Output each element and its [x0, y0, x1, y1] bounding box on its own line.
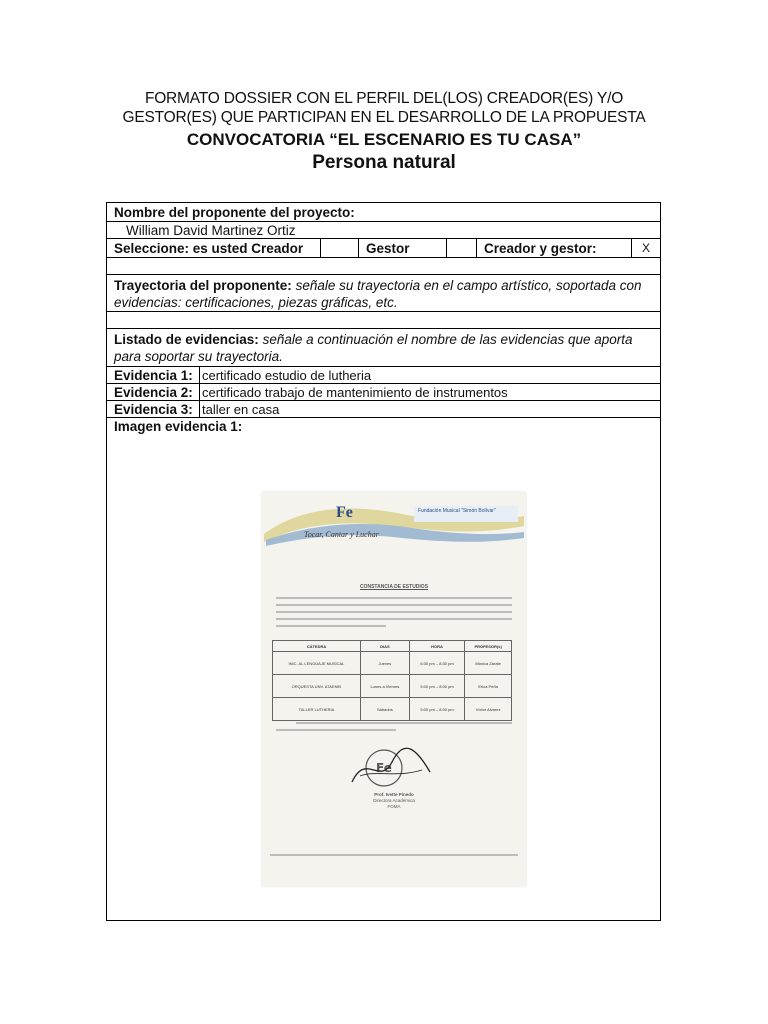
evidence-row [107, 367, 660, 384]
both-mark: X [641, 241, 650, 255]
foundation-name-right: Fundación Musical "Simón Bolívar" [418, 508, 496, 514]
document-subtitle: Persona natural [312, 152, 456, 173]
evidence-value[interactable]: certificado trabajo de mantenimiento de instrumentos [199, 384, 660, 400]
table-cell: 6:30 pm – 8:30 pm [409, 652, 464, 675]
both-label-cell [476, 239, 631, 257]
table-row [273, 652, 512, 675]
both-checkbox[interactable] [631, 239, 660, 257]
table-cell: 5:00 pm – 8:00 pm [409, 698, 464, 721]
table-cell: ORQUESTA UNV. ATAENEI [273, 675, 361, 698]
evidence-label: Evidencia 3: [114, 402, 193, 417]
role-selection-row [107, 239, 660, 258]
table-header-cell: PROFESOR(s) [465, 641, 512, 652]
evidence-value[interactable]: certificado estudio de lutheria [199, 367, 660, 383]
table-cell: Lunes a Viernes [360, 675, 409, 698]
header-line-1: FORMATO DOSSIER CON EL PERFIL DEL(LOS) CREADOR(ES) Y/O [144, 90, 624, 107]
spacer-row-1 [107, 258, 660, 275]
evidence-list-hint: señale a continuación el nombre de las evidencias que aporta para soportar su trayectoria. [114, 332, 633, 364]
table-row [273, 698, 512, 721]
table-header-cell: HORA [409, 641, 464, 652]
both-label: Creador y gestor: [484, 241, 597, 256]
proponent-label-row [107, 203, 660, 222]
evidence-label: Evidencia 1: [114, 368, 193, 383]
slogan: Tocar, Cantar y Luchar [304, 530, 379, 539]
signature-stamp [346, 742, 436, 792]
certificate-closing-text [276, 720, 512, 736]
table-cell: Mónica Zárate [465, 652, 512, 675]
foundation-logo: Fe [336, 504, 353, 521]
role-label: Seleccione: es usted Creador [114, 241, 304, 256]
certificate-body-text [276, 596, 512, 634]
signer-org: FOMA [387, 804, 401, 809]
signer-name: Prof. Ivette Pinedo [374, 792, 414, 797]
image-evidence-label: Imagen evidencia 1: [114, 419, 243, 434]
certificate-footer [270, 852, 518, 858]
evidence-value[interactable]: taller en casa [199, 401, 660, 417]
evidence-list-row [107, 329, 660, 367]
table-row [273, 675, 512, 698]
proponent-name-row [107, 222, 660, 239]
certificate-schedule-table [272, 640, 512, 721]
trajectory-row [107, 275, 660, 312]
trajectory-hint: señale su trayectoria en el campo artístico, soportada con evidencias: certificaciones, piezas gráficas, etc. [114, 278, 642, 310]
trajectory-label: Trayectoria del proponente: [114, 278, 292, 293]
evidence-list-label: Listado de evidencias: [114, 332, 259, 347]
svg-text:Fe: Fe [376, 761, 392, 775]
table-cell: Jueves [360, 652, 409, 675]
evidence-row [107, 401, 660, 418]
table-cell: Víctor Alvarez [465, 698, 512, 721]
gestor-label: Gestor [366, 241, 410, 256]
table-header-row [273, 641, 512, 652]
proponent-name: William David Martinez Ortiz [126, 223, 296, 238]
table-header-cell: DIAS [360, 641, 409, 652]
gestor-checkbox[interactable] [446, 239, 476, 257]
table-cell: INIC. AL LENGUAJE MUSICAL [273, 652, 361, 675]
header-line-2: GESTOR(ES) QUE PARTICIPAN EN EL DESARROLLO DE LA PROPUESTA [122, 109, 646, 126]
table-cell: TALLER LUTHERIA [273, 698, 361, 721]
proponent-label: Nombre del proponente del proyecto: [114, 205, 355, 220]
signer-role: Directora Académica [373, 798, 415, 803]
table-cell: Sábados [360, 698, 409, 721]
document-title: CONVOCATORIA “EL ESCENARIO ES TU CASA” [186, 130, 582, 149]
trajectory-input-row[interactable] [107, 312, 660, 329]
table-header-cell: CÁTEDRA [273, 641, 361, 652]
evidence-label: Evidencia 2: [114, 385, 193, 400]
certificate-title: CONSTANCIA DE ESTUDIOS [359, 584, 429, 590]
table-cell: Erica Peña [465, 675, 512, 698]
evidence-image [262, 492, 526, 886]
table-cell: 5:00 pm – 8:00 pm [409, 675, 464, 698]
gestor-label-cell [358, 239, 446, 257]
evidence-row [107, 384, 660, 401]
creador-checkbox[interactable] [320, 239, 358, 257]
